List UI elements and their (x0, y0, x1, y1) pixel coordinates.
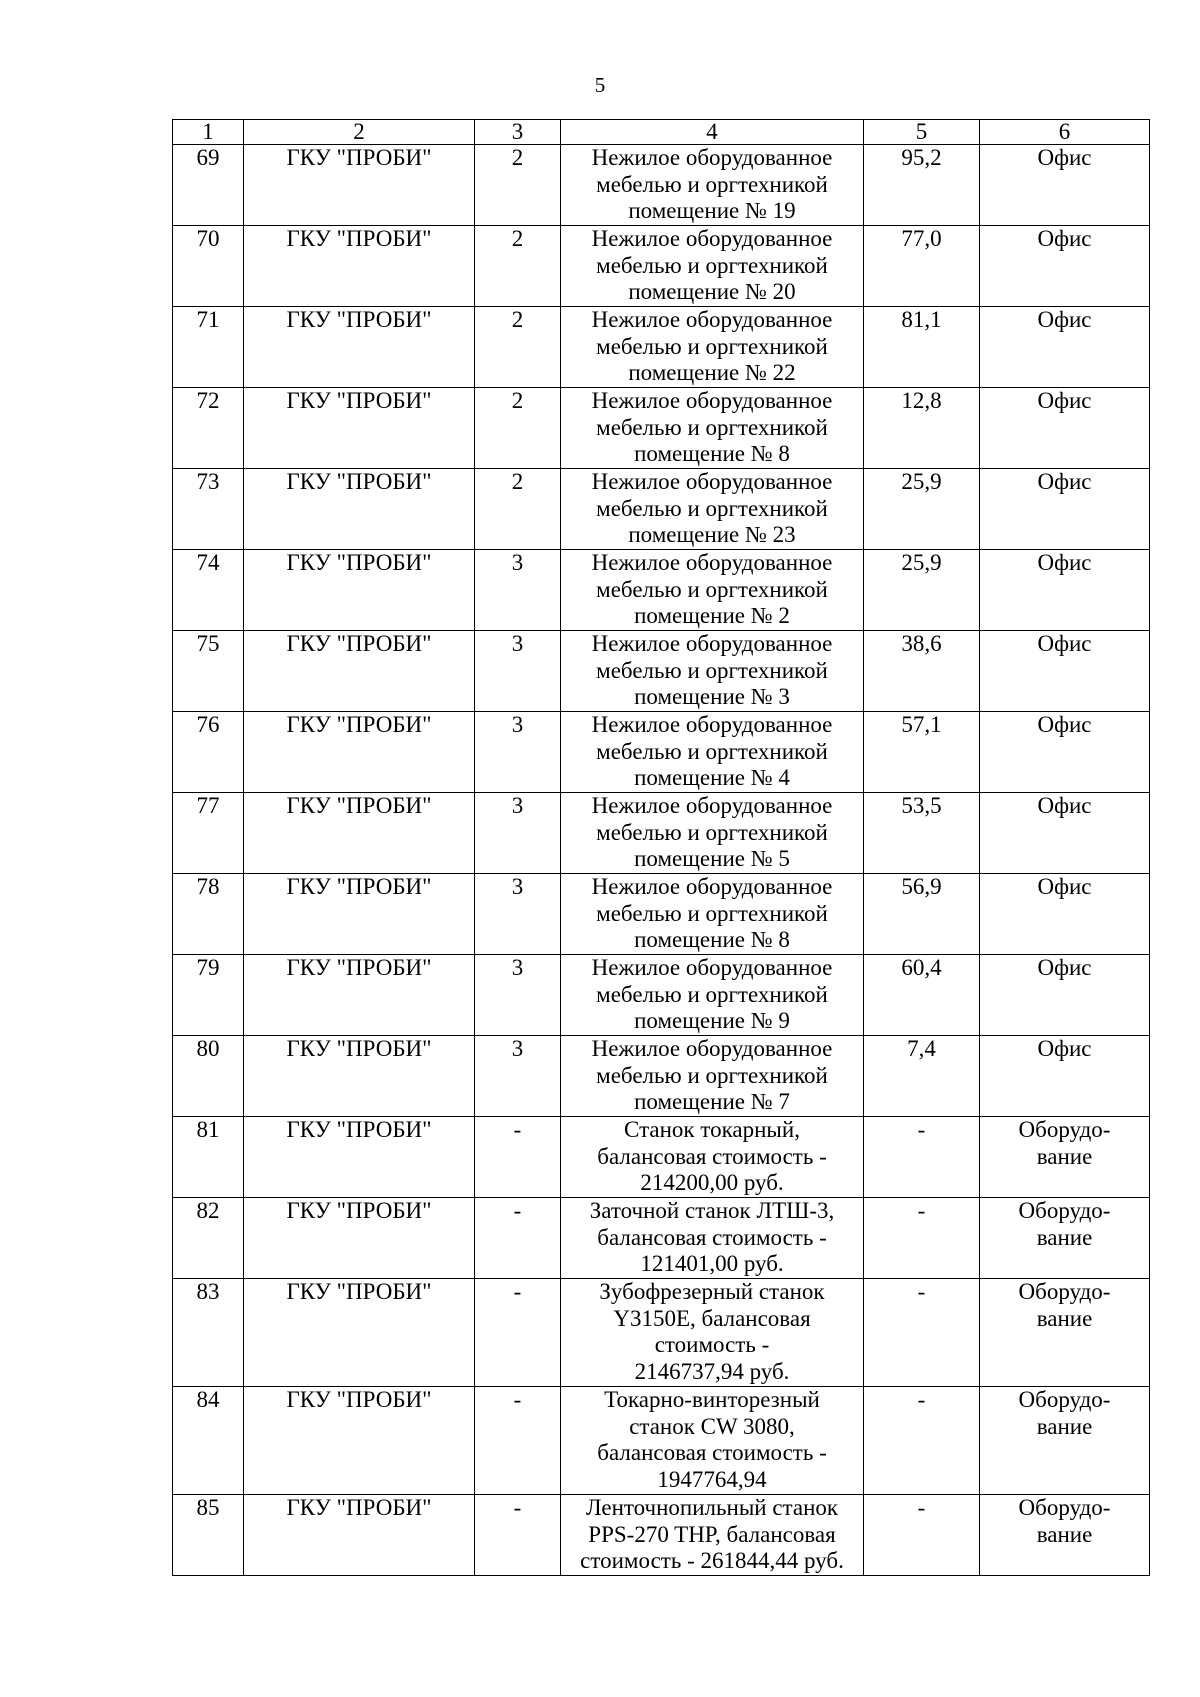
table-row (173, 793, 1150, 874)
column-header-area: 5 (864, 120, 980, 145)
cell-floor: 2 (475, 469, 561, 550)
description-line: Нежилое оборудованное (591, 469, 833, 494)
cell-purpose (980, 1495, 1150, 1576)
cell-floor: - (475, 1279, 561, 1387)
description-line: помещение № 7 (634, 1089, 790, 1114)
description-line: помещение № 19 (628, 198, 796, 223)
cell-area: - (864, 1495, 980, 1576)
cell-area: 7,4 (864, 1036, 980, 1117)
cell-purpose (980, 550, 1150, 631)
cell-area: - (864, 1198, 980, 1279)
description-line: Нежилое оборудованное (591, 307, 833, 332)
cell-purpose (980, 388, 1150, 469)
cell-organization: ГКУ "ПРОБИ" (244, 793, 475, 874)
description-line: балансовая стоимость - (597, 1224, 827, 1250)
cell-purpose (980, 1198, 1150, 1279)
purpose-line: вание (1036, 1305, 1093, 1331)
cell-description (561, 874, 864, 955)
cell-area: 95,2 (864, 145, 980, 226)
description-line: Токарно-винторезный (604, 1387, 820, 1412)
table-row (173, 226, 1150, 307)
cell-organization: ГКУ "ПРОБИ" (244, 712, 475, 793)
cell-description (561, 1495, 864, 1576)
cell-description (561, 955, 864, 1036)
cell-organization: ГКУ "ПРОБИ" (244, 955, 475, 1036)
purpose-line: Офис (1037, 631, 1092, 656)
cell-number: 75 (173, 631, 244, 712)
table-row (173, 631, 1150, 712)
cell-area: - (864, 1279, 980, 1387)
cell-area: 56,9 (864, 874, 980, 955)
cell-purpose (980, 1279, 1150, 1387)
description-line: 214200,00 руб. (640, 1170, 784, 1195)
description-line: мебелью и оргтехникой (596, 414, 828, 440)
cell-floor: 3 (475, 874, 561, 955)
cell-number: 82 (173, 1198, 244, 1279)
cell-floor: 3 (475, 1036, 561, 1117)
cell-floor: 3 (475, 955, 561, 1036)
table-row (173, 955, 1150, 1036)
description-line: мебелью и оргтехникой (596, 333, 828, 359)
purpose-line: Офис (1037, 955, 1092, 980)
cell-floor: - (475, 1117, 561, 1198)
column-header-organization: 2 (244, 120, 475, 145)
cell-organization: ГКУ "ПРОБИ" (244, 1495, 475, 1576)
description-line: мебелью и оргтехникой (596, 738, 828, 764)
cell-floor: 2 (475, 307, 561, 388)
cell-organization: ГКУ "ПРОБИ" (244, 631, 475, 712)
cell-floor: - (475, 1198, 561, 1279)
description-line: помещение № 8 (634, 927, 790, 952)
description-line: Нежилое оборудованное (591, 955, 833, 980)
description-line: мебелью и оргтехникой (596, 819, 828, 845)
cell-description (561, 469, 864, 550)
cell-number: 69 (173, 145, 244, 226)
description-line: Нежилое оборудованное (591, 712, 833, 737)
cell-purpose (980, 955, 1150, 1036)
cell-number: 80 (173, 1036, 244, 1117)
cell-number: 85 (173, 1495, 244, 1576)
cell-organization: ГКУ "ПРОБИ" (244, 550, 475, 631)
column-header-floor: 3 (475, 120, 561, 145)
cell-number: 83 (173, 1279, 244, 1387)
table-header-row (173, 120, 1150, 145)
cell-purpose (980, 226, 1150, 307)
cell-floor: 3 (475, 712, 561, 793)
cell-description (561, 550, 864, 631)
description-line: мебелью и оргтехникой (596, 576, 828, 602)
purpose-line: Офис (1037, 145, 1092, 170)
description-line: балансовая стоимость - (597, 1143, 827, 1169)
cell-number: 79 (173, 955, 244, 1036)
purpose-line: Офис (1037, 226, 1092, 251)
cell-area: 60,4 (864, 955, 980, 1036)
description-line: Станок токарный, (624, 1117, 800, 1142)
purpose-line: вание (1036, 1224, 1093, 1250)
column-header-description: 4 (561, 120, 864, 145)
purpose-line: Офис (1037, 307, 1092, 332)
cell-area: 25,9 (864, 469, 980, 550)
description-line: 121401,00 руб. (640, 1251, 784, 1276)
cell-floor: - (475, 1495, 561, 1576)
description-line: мебелью и оргтехникой (596, 1062, 828, 1088)
description-line: Нежилое оборудованное (591, 550, 833, 575)
description-line: Нежилое оборудованное (591, 631, 833, 656)
cell-description (561, 712, 864, 793)
description-line: мебелью и оргтехникой (596, 171, 828, 197)
description-line: мебелью и оргтехникой (596, 252, 828, 278)
property-table (172, 119, 1150, 1576)
purpose-line: Офис (1037, 388, 1092, 413)
description-line: Нежилое оборудованное (591, 793, 833, 818)
cell-purpose (980, 631, 1150, 712)
cell-description (561, 1198, 864, 1279)
purpose-line: Офис (1037, 793, 1092, 818)
cell-number: 81 (173, 1117, 244, 1198)
table-row (173, 712, 1150, 793)
cell-number: 72 (173, 388, 244, 469)
cell-number: 78 (173, 874, 244, 955)
description-line: Заточной станок ЛТШ-3, (589, 1198, 835, 1223)
cell-floor: 3 (475, 550, 561, 631)
cell-number: 76 (173, 712, 244, 793)
cell-floor: - (475, 1387, 561, 1495)
cell-floor: 2 (475, 388, 561, 469)
description-line: помещение № 2 (634, 603, 790, 628)
cell-purpose (980, 307, 1150, 388)
description-line: помещение № 3 (634, 684, 790, 709)
cell-organization: ГКУ "ПРОБИ" (244, 1117, 475, 1198)
purpose-line: Оборудо- (1018, 1495, 1111, 1520)
cell-number: 70 (173, 226, 244, 307)
description-line: помещение № 9 (634, 1008, 790, 1033)
description-line: помещение № 8 (634, 441, 790, 466)
cell-area: 57,1 (864, 712, 980, 793)
cell-area: - (864, 1117, 980, 1198)
table-row (173, 469, 1150, 550)
cell-number: 74 (173, 550, 244, 631)
table-row (173, 874, 1150, 955)
column-header-purpose: 6 (980, 120, 1150, 145)
description-line: станок CW 3080, (629, 1413, 795, 1439)
cell-floor: 2 (475, 145, 561, 226)
description-line: Нежилое оборудованное (591, 388, 833, 413)
cell-organization: ГКУ "ПРОБИ" (244, 874, 475, 955)
description-line: Нежилое оборудованное (591, 1036, 833, 1061)
cell-area: 25,9 (864, 550, 980, 631)
purpose-line: Оборудо- (1018, 1198, 1111, 1223)
description-line: помещение № 5 (634, 846, 790, 871)
cell-area: 53,5 (864, 793, 980, 874)
cell-description (561, 1387, 864, 1495)
description-line: стоимость - (654, 1332, 770, 1357)
description-line: помещение № 22 (628, 360, 796, 385)
purpose-line: вание (1036, 1521, 1093, 1547)
cell-area: 12,8 (864, 388, 980, 469)
cell-organization: ГКУ "ПРОБИ" (244, 307, 475, 388)
cell-number: 71 (173, 307, 244, 388)
description-line: балансовая стоимость - (597, 1440, 827, 1465)
purpose-line: вание (1036, 1143, 1093, 1169)
cell-purpose (980, 793, 1150, 874)
description-line: 2146737,94 руб. (634, 1358, 790, 1384)
cell-floor: 3 (475, 631, 561, 712)
table-row (173, 1117, 1150, 1198)
table-row (173, 307, 1150, 388)
description-line: помещение № 20 (628, 279, 796, 304)
purpose-line: Офис (1037, 550, 1092, 575)
description-line: 1947764,94 (657, 1466, 767, 1492)
cell-organization: ГКУ "ПРОБИ" (244, 1198, 475, 1279)
cell-area: 81,1 (864, 307, 980, 388)
purpose-line: вание (1036, 1413, 1093, 1439)
cell-number: 77 (173, 793, 244, 874)
cell-description (561, 1117, 864, 1198)
cell-organization: ГКУ "ПРОБИ" (244, 145, 475, 226)
cell-description (561, 793, 864, 874)
cell-organization: ГКУ "ПРОБИ" (244, 469, 475, 550)
cell-purpose (980, 469, 1150, 550)
purpose-line: Офис (1037, 712, 1092, 737)
column-header-number: 1 (173, 120, 244, 145)
table-row (173, 550, 1150, 631)
description-line: Нежилое оборудованное (591, 226, 833, 251)
cell-description (561, 631, 864, 712)
description-line: мебелью и оргтехникой (596, 900, 828, 926)
description-line: Нежилое оборудованное (591, 874, 833, 899)
description-line: Нежилое оборудованное (591, 145, 833, 170)
cell-area: 38,6 (864, 631, 980, 712)
table-body (173, 145, 1150, 1576)
cell-description (561, 1279, 864, 1387)
description-line: Зубофрезерный станок (599, 1279, 825, 1304)
cell-description (561, 388, 864, 469)
purpose-line: Оборудо- (1018, 1117, 1111, 1142)
cell-area: - (864, 1387, 980, 1495)
description-line: помещение № 4 (634, 765, 790, 790)
page-number: 5 (594, 73, 606, 97)
description-line: мебелью и оргтехникой (596, 495, 828, 521)
description-line: PPS-270 THP, балансовая (588, 1521, 836, 1547)
cell-description (561, 226, 864, 307)
purpose-line: Оборудо- (1018, 1279, 1111, 1304)
table-row (173, 1495, 1150, 1576)
cell-organization: ГКУ "ПРОБИ" (244, 388, 475, 469)
description-line: мебелью и оргтехникой (596, 981, 828, 1007)
cell-area: 77,0 (864, 226, 980, 307)
cell-purpose (980, 712, 1150, 793)
description-line: Ленточнопильный станок (585, 1495, 839, 1520)
description-line: стоимость - 261844,44 руб. (580, 1548, 844, 1573)
table-row (173, 1198, 1150, 1279)
cell-number: 73 (173, 469, 244, 550)
purpose-line: Офис (1037, 1036, 1092, 1061)
cell-purpose (980, 1117, 1150, 1198)
cell-organization: ГКУ "ПРОБИ" (244, 226, 475, 307)
table-row (173, 388, 1150, 469)
purpose-line: Офис (1037, 469, 1092, 494)
cell-organization: ГКУ "ПРОБИ" (244, 1387, 475, 1495)
cell-purpose (980, 1387, 1150, 1495)
cell-number: 84 (173, 1387, 244, 1495)
description-line: Y3150E, балансовая (613, 1305, 811, 1331)
cell-organization: ГКУ "ПРОБИ" (244, 1036, 475, 1117)
cell-purpose (980, 145, 1150, 226)
purpose-line: Офис (1037, 874, 1092, 899)
cell-purpose (980, 874, 1150, 955)
cell-purpose (980, 1036, 1150, 1117)
cell-description (561, 307, 864, 388)
cell-organization: ГКУ "ПРОБИ" (244, 1279, 475, 1387)
table-row (173, 145, 1150, 226)
cell-description (561, 1036, 864, 1117)
description-line: мебелью и оргтехникой (596, 657, 828, 683)
cell-floor: 3 (475, 793, 561, 874)
cell-description (561, 145, 864, 226)
description-line: помещение № 23 (628, 522, 796, 547)
table-row (173, 1036, 1150, 1117)
cell-floor: 2 (475, 226, 561, 307)
table-row (173, 1387, 1150, 1495)
purpose-line: Оборудо- (1018, 1387, 1111, 1412)
table-row (173, 1279, 1150, 1387)
